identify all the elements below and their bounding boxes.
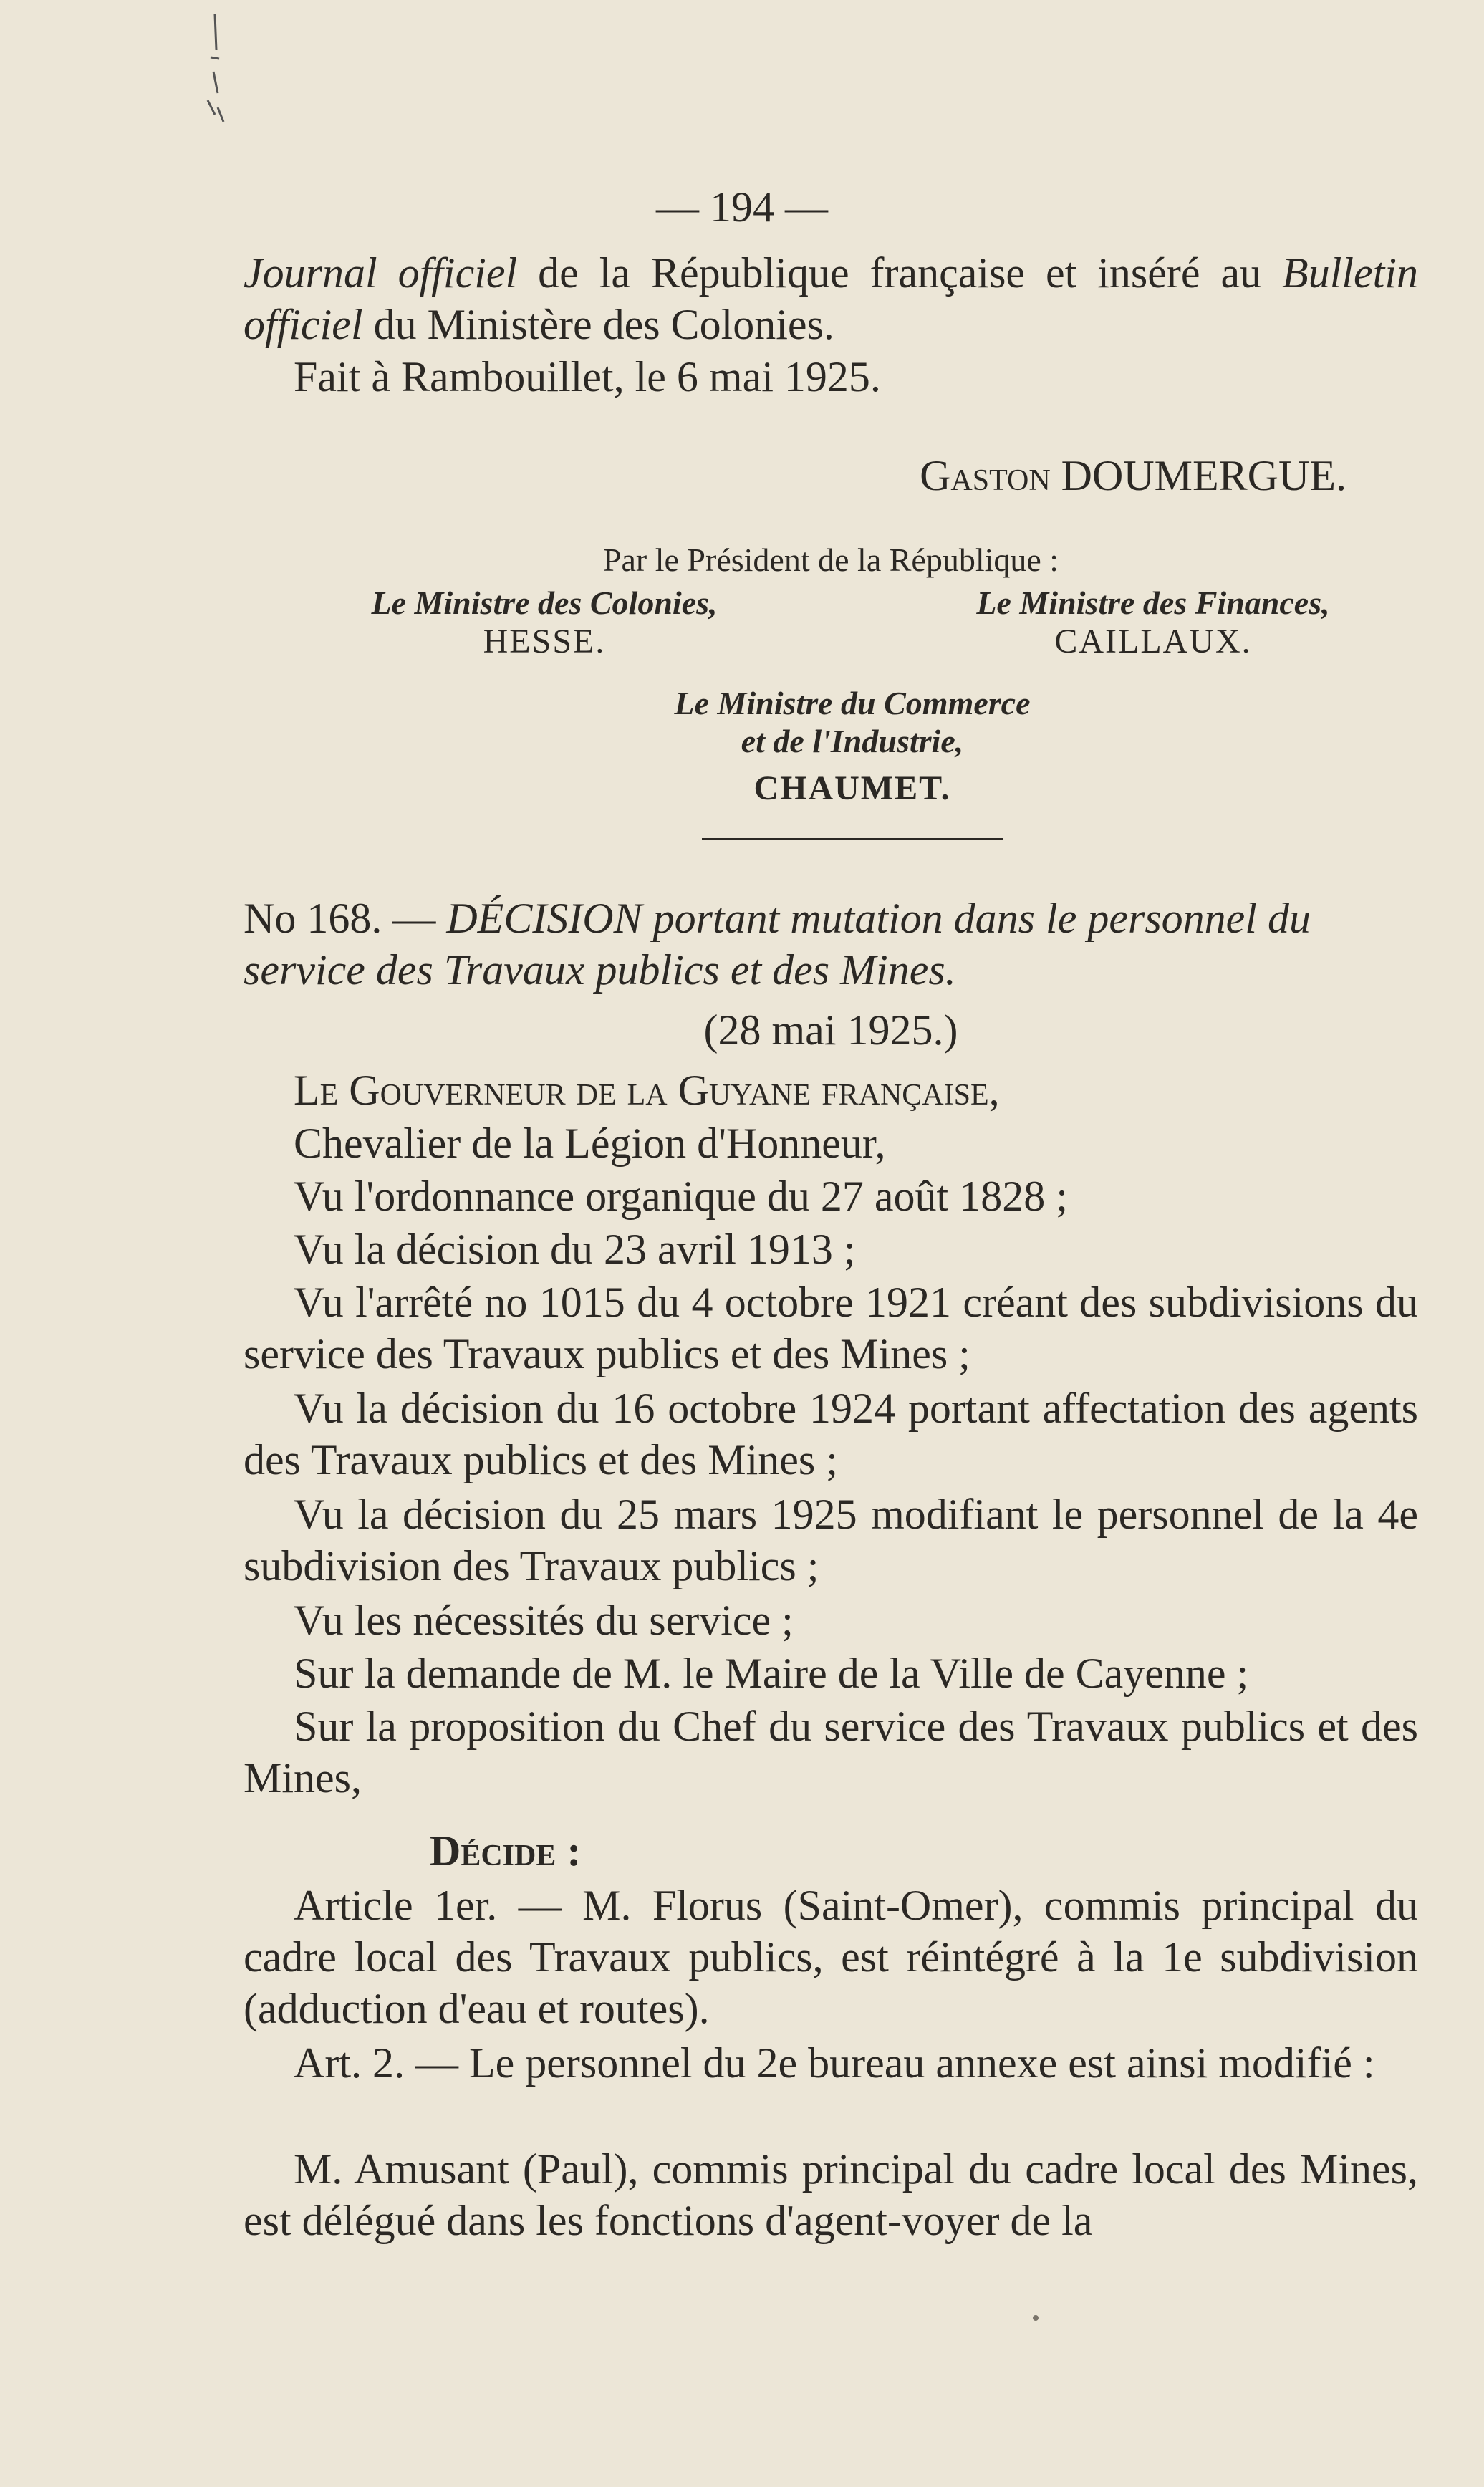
vu-line-5: Vu la décision du 25 mars 1925 modifiant le personnel de la 4e subdivision des Travaux publics ;	[244, 1491, 1418, 1589]
vu-line-3: Vu l'arrêté no 1015 du 4 octobre 1921 créant des subdivisions du service des Travaux publics et des Mines ;	[244, 1279, 1418, 1377]
minister-title: Le Ministre des Colonies,	[371, 585, 718, 621]
chevalier-line: Chevalier de la Légion d'Honneur,	[294, 1120, 886, 1167]
vu-line-1: Vu l'ordonnance organique du 27 août 1828 ;	[294, 1173, 1068, 1220]
sur-line-1: Sur la demande de M. le Maire de la Ville de Cayenne ;	[294, 1650, 1249, 1697]
vu-line-6: Vu les nécessités du service ;	[294, 1597, 794, 1644]
bulletin-officiel-text: Bulletin officiel	[244, 249, 1419, 348]
decide-heading: Décide :	[430, 1827, 582, 1875]
separator-rule	[702, 838, 1003, 840]
minister-title: Le Ministre des Finances,	[976, 585, 1330, 621]
intro-paragraph	[244, 247, 1418, 350]
intro-text-1: de la République française et inséré au	[517, 249, 1283, 297]
corner-mark	[186, 7, 236, 129]
minister-title: Le Ministre du Commerce	[674, 685, 1031, 721]
vu-line-4: Vu la décision du 16 octobre 1924 portant affectation des agents des Travaux publics et des Mines ;	[244, 1385, 1418, 1483]
decision-number: No 168. —	[244, 895, 436, 942]
par-le-president: Par le Président de la République :	[602, 542, 1059, 578]
intro-text-2: du Ministère des Colonies.	[362, 301, 834, 348]
paper-speck	[1033, 2315, 1039, 2321]
decision-title: DÉCISION portant mutation dans le personnel du service des Travaux publics et des Mines.	[244, 895, 1311, 994]
article-1: Article 1er. — M. Florus (Saint-Omer), commis principal du cadre local des Travaux publics, est réintégré à la 1e subdivision (adduction d'eau et routes).	[244, 1882, 1418, 2032]
journal-officiel-text: Journal officiel	[244, 249, 518, 297]
vu-line-2: Vu la décision du 23 avril 1913 ;	[294, 1226, 856, 1273]
fait-line: Fait à Rambouillet, le 6 mai 1925.	[294, 353, 881, 400]
minister-colonies	[315, 584, 774, 661]
decision-date: (28 mai 1925.)	[703, 1006, 958, 1054]
decision-heading	[244, 893, 1418, 996]
article-2: Art. 2. — Le personnel du 2e bureau annexe est ainsi modifié :	[294, 2039, 1375, 2087]
minister-title-2: et de l'Industrie,	[741, 723, 964, 759]
gouverneur-line: Le Gouverneur de la Guyane française,	[294, 1067, 1000, 1114]
amusant-paragraph: M. Amusant (Paul), commis principal du cadre local des Mines, est délégué dans les fonctions d'agent-voyer de la	[244, 2145, 1418, 2244]
president-signature: Gaston DOUMERGUE.	[920, 452, 1346, 499]
minister-name: CHAUMET.	[753, 769, 951, 807]
minister-name: HESSE.	[483, 622, 606, 660]
minister-finances	[924, 584, 1382, 661]
page-number: — 194 —	[656, 183, 828, 231]
minister-commerce	[602, 684, 1103, 808]
minister-name: CAILLAUX.	[1054, 622, 1252, 660]
sur-line-2: Sur la proposition du Chef du service des Travaux publics et des Mines,	[244, 1703, 1418, 1801]
